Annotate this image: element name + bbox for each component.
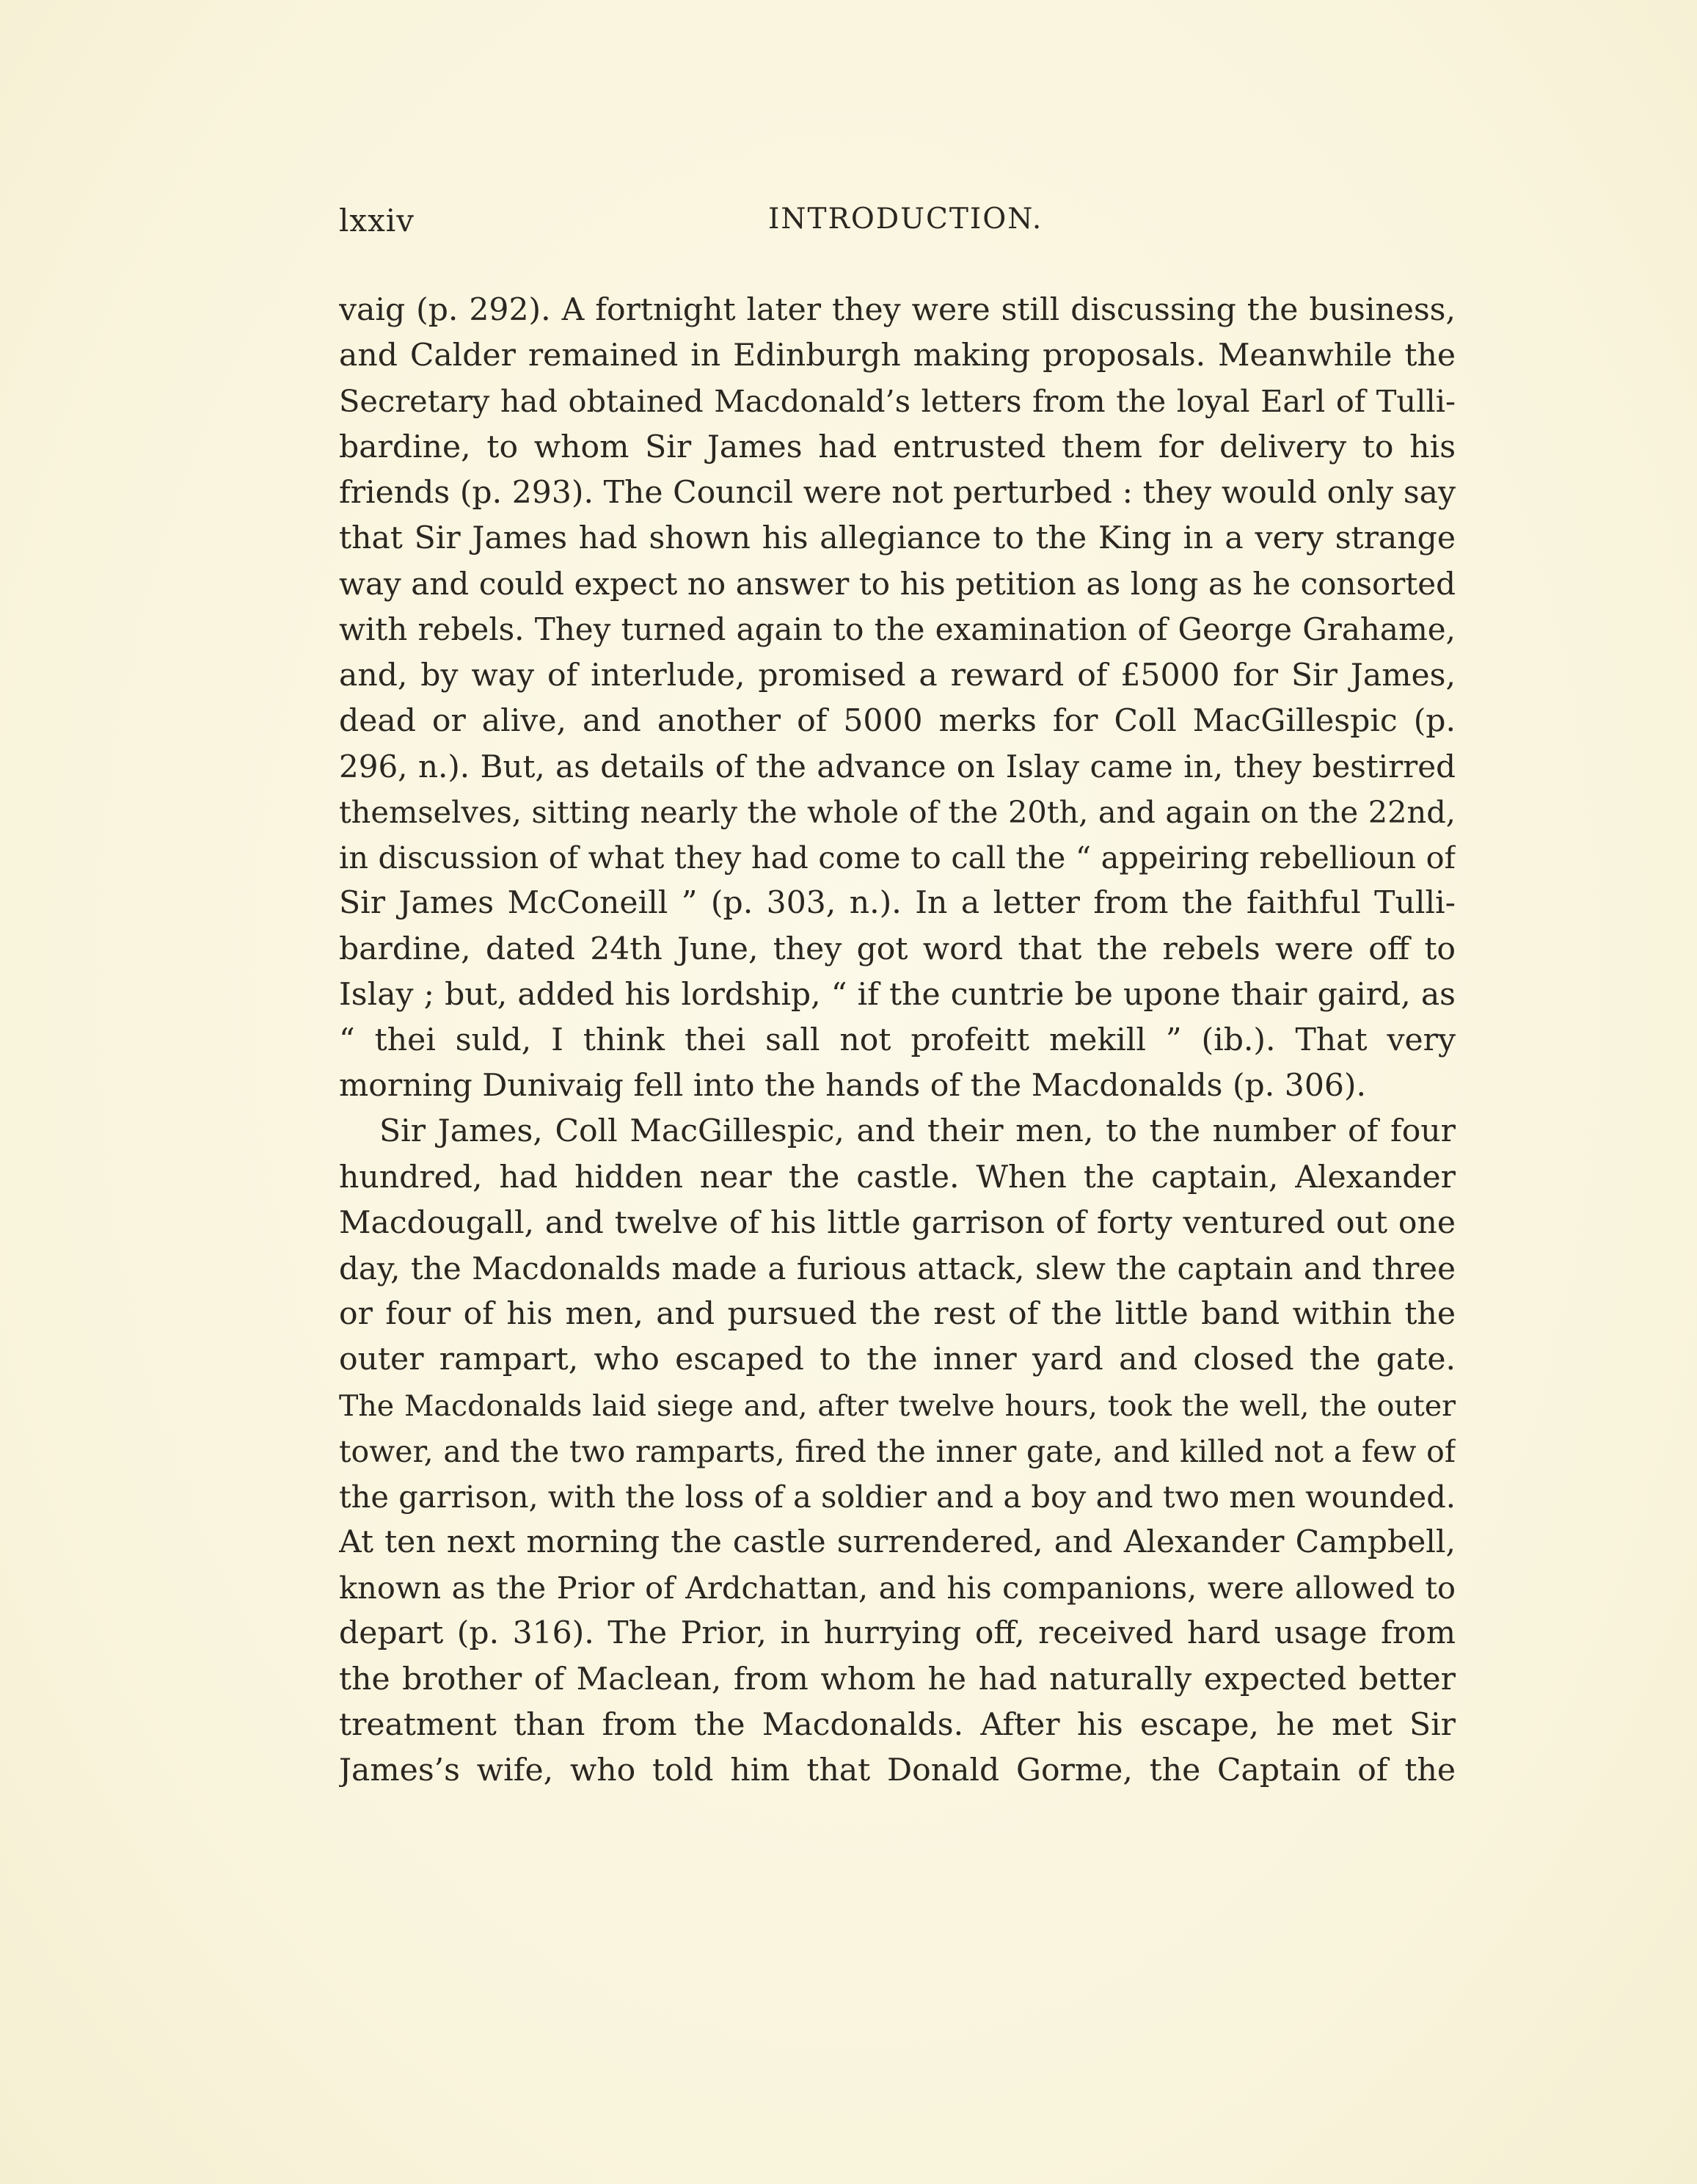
text-line: bardine, dated 24th June, they got word that the rebels were off to (339, 931, 1456, 967)
running-title: INTRODUCTION. (768, 203, 1043, 236)
text-line: “ thei suld, I think thei sall not profeitt mekill ” (ib.). That very (339, 1022, 1456, 1058)
text-line: Islay ; but, added his lordship, “ if the cuntrie be upone thair gaird, as (339, 976, 1456, 1013)
text-line: Macdougall, and twelve of his little garrison of forty ventured out one (339, 1204, 1456, 1241)
text-line: themselves, sitting nearly the whole of the 20th, and again on the 22nd, (339, 794, 1456, 831)
text-line: vaig (p. 292). A fortnight later they were still discussing the business, (339, 292, 1456, 328)
text-line: morning Dunivaig fell into the hands of the Macdonalds (p. 306). (339, 1068, 1366, 1104)
text-line: tower, and the two ramparts, fired the inner gate, and killed not a few of (339, 1433, 1456, 1469)
text-line: friends (p. 293). The Council were not perturbed : they would only say (339, 474, 1456, 511)
text-line: Sir James McConeill ” (p. 303, n.). In a letter from the faithful Tulli- (339, 885, 1456, 922)
text-line: known as the Prior of Ardchattan, and his companions, were allowed to (339, 1570, 1456, 1606)
text-line: that Sir James had shown his allegiance to the King in a very strange (339, 520, 1456, 556)
text-line: dead or alive, and another of 5000 merks for Coll MacGillespic (p. (339, 702, 1456, 739)
text-line: day, the Macdonalds made a furious attack, slew the captain and three (339, 1250, 1456, 1286)
text-line: treatment than from the Macdonalds. After his escape, he met Sir (339, 1706, 1456, 1743)
text-line: bardine, to whom Sir James had entrusted them for delivery to his (339, 429, 1456, 465)
body-text (339, 288, 1456, 1794)
text-line: or four of his men, and pursued the rest of the little band within the (339, 1296, 1456, 1333)
text-line: Secretary had obtained Macdonald’s letters from the loyal Earl of Tulli- (339, 383, 1456, 420)
text-line: 296, n.). But, as details of the advance on Islay came in, they bestirred (339, 748, 1456, 785)
text-line: the brother of Maclean, from whom he had naturally expected better (339, 1661, 1456, 1697)
text-line: At ten next morning the castle surrendered, and Alexander Campbell, (339, 1524, 1456, 1561)
text-line: and Calder remained in Edinburgh making proposals. Meanwhile the (339, 338, 1456, 374)
text-line: in discussion of what they had come to call the “ appeiring rebellioun of (339, 840, 1456, 876)
running-head (339, 203, 1461, 247)
page-number: lxxiv (339, 203, 415, 239)
text-line: way and could expect no answer to his petition as long as he consorted (339, 566, 1456, 603)
text-line: The Macdonalds laid siege and, after twelve hours, took the well, the outer (339, 1388, 1456, 1423)
text-line: the garrison, with the loss of a soldier and a boy and two men wounded. (339, 1478, 1456, 1515)
text-line: depart (p. 316). The Prior, in hurrying off, received hard usage from (339, 1615, 1456, 1652)
text-line: and, by way of interlude, promised a reward of £5000 for Sir James, (339, 657, 1456, 694)
text-line: outer rampart, who escaped to the inner yard and closed the gate. (339, 1342, 1456, 1378)
paragraph-2 (339, 1109, 1456, 1794)
text-line: hundred, had hidden near the castle. When the captain, Alexander (339, 1159, 1456, 1195)
text-line: Sir James, Coll MacGillespic, and their men, to the number of four (379, 1113, 1456, 1150)
paragraph-1 (339, 288, 1456, 1109)
text-line: with rebels. They turned again to the examination of George Grahame, (339, 611, 1456, 648)
text-line: James’s wife, who told him that Donald Gorme, the Captain of the (339, 1752, 1456, 1788)
